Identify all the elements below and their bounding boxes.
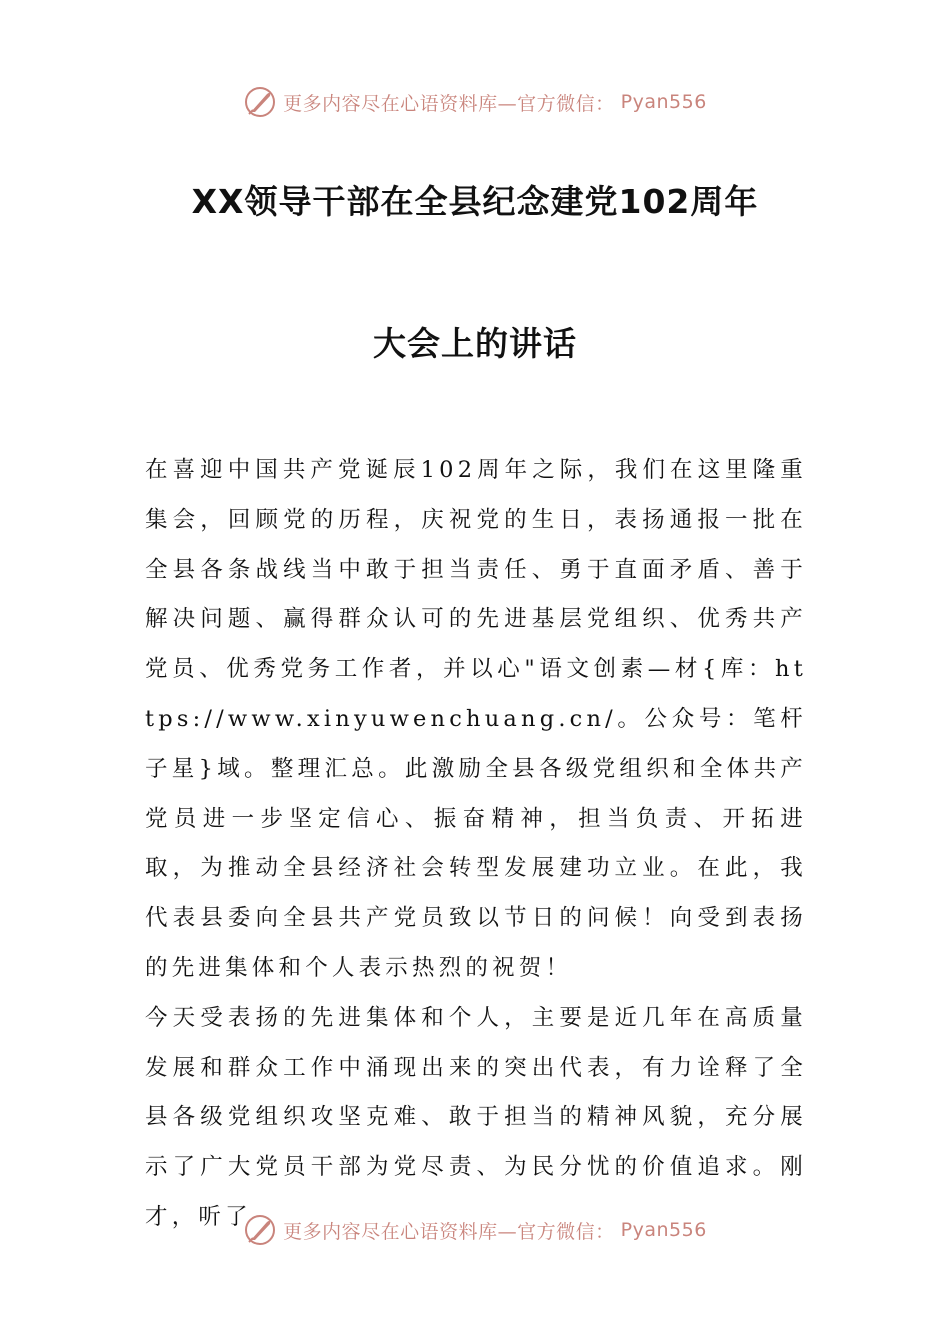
header-watermark — [0, 82, 950, 122]
watermark-handle: Pyan556 — [620, 91, 707, 113]
watermark-text: 更多内容尽在心语资料库—官方微信： — [283, 1220, 615, 1243]
body-text — [145, 446, 807, 1243]
document-title-line-1: XX领导干部在全县纪念建党102周年 — [191, 182, 759, 221]
paragraph-1: 在喜迎中国共产党诞辰102周年之际，我们在这里隆重集会，回顾党的历程，庆祝党的生日，表扬通报一批在全县各条战线当中敢于担当责任、勇于直面矛盾、善于解决问题、赢得群众认可的先进基层党组织、优秀共产党员、优秀党务工作者，并以心"语文创素—材{库：https://www.xinyuwenchuang.cn/。公众号：笔杆子星}域。整理汇总。此激励全县各级党组织和全体共产党员进一步坚定信心、振奋精神，担当负责、开拓进取，为推动全县经济社会转型发展建功立业。在此，我代表县委向全县共产党员致以节日的问候！向受到表扬的先进集体和个人表示热烈的祝贺！ — [145, 457, 807, 981]
watermark-text: 更多内容尽在心语资料库—官方微信： — [283, 92, 615, 115]
paragraph-2: 今天受表扬的先进集体和个人，主要是近几年在高质量发展和群众工作中涌现出来的突出代表，有力诠释了全县各级党组织攻坚克难、敢于担当的精神风貌，充分展示了广大党员干部为党尽责、为民分忧的价值追求。刚才，听了 — [145, 1004, 807, 1230]
quill-logo-icon — [243, 85, 277, 119]
document-title-line-2: 大会上的讲话 — [373, 324, 577, 363]
watermark-handle: Pyan556 — [620, 1219, 707, 1241]
quill-logo-icon — [243, 1213, 277, 1247]
footer-watermark — [0, 1210, 950, 1250]
